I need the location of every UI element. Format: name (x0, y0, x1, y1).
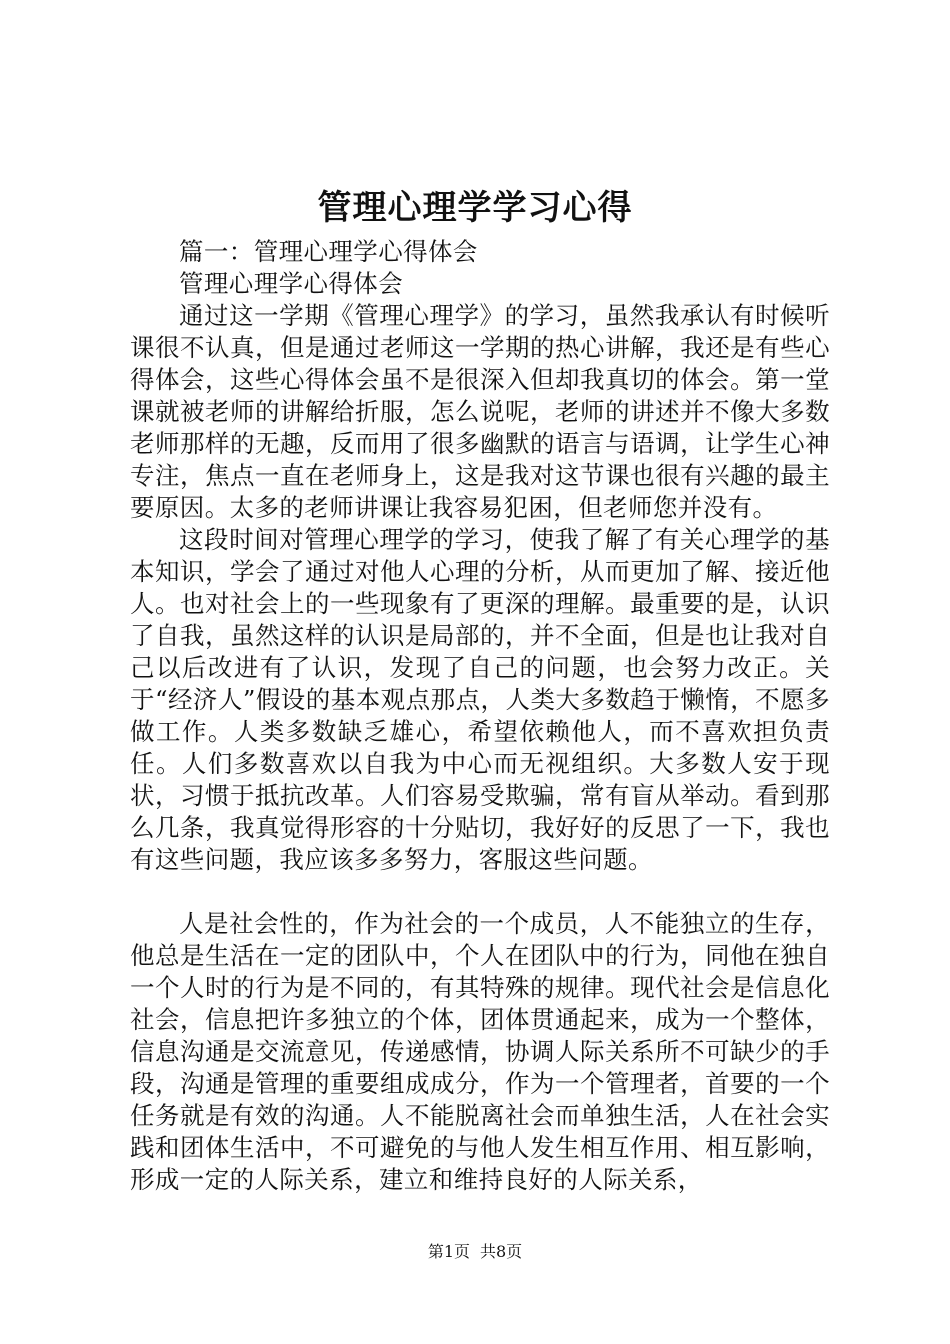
page-number: 第1页 (427, 1242, 470, 1261)
page-footer (0, 1241, 950, 1263)
document-title: 管理心理学学习心得 (317, 188, 633, 228)
page-total: 共8页 (480, 1242, 523, 1261)
section-heading: 篇一：管理心理学心得体会 (179, 237, 478, 266)
subheading: 管理心理学心得体会 (179, 269, 404, 298)
document-body (130, 236, 830, 1196)
paragraph: 通过这一学期《管理心理学》的学习，虽然我承认有时候听课很不认真，但是通过老师这一学期的热心讲解，我还是有些心得体会，这些心得体会虽不是很深入但却我真切的体会。第一堂课就被老师的讲解给折服，怎么说呢，老师的讲述并不像大多数老师那样的无趣，反而用了很多幽默的语言与语调，让学生心神专注，焦点一直在老师身上，这是我对这节课也很有兴趣的最主要原因。太多的老师讲课让我容易犯困，但老师您并没有。 (130, 301, 830, 522)
paragraph: 这段时间对管理心理学的学习，使我了解了有关心理学的基本知识，学会了通过对他人心理的分析，从而更加了解、接近他人。也对社会上的一些现象有了更深的理解。最重要的是，认识了自我，虽然这样的认识是局部的，并不全面，但是也让我对自己以后改进有了认识，发现了自己的问题，也会努力改正。关于“经济人”假设的基本观点那点，人类大多数趋于懒惰，不愿多做工作。人类多数缺乏雄心，希望依赖他人，而不喜欢担负责任。人们多数喜欢以自我为中心而无视组织。大多数人安于现状，习惯于抵抗改革。人们容易受欺骗，常有盲从举动。看到那么几条，我真觉得形容的十分贴切，我好好的反思了一下，我也有这些问题，我应该多多努力，客服这些问题。 (130, 525, 830, 874)
paragraph: 人是社会性的，作为社会的一个成员，人不能独立的生存，他总是生活在一定的团队中，个人在团队中的行为，同他在独自一个人时的行为是不同的，有其特殊的规律。现代社会是信息化社会，信息把许多独立的个体，团体贯通起来，成为一个整体，信息沟通是交流意见，传递感情，协调人际关系所不可缺少的手段，沟通是管理的重要组成成分，作为一个管理者，首要的一个任务就是有效的沟通。人不能脱离社会而单独生活，人在社会实践和团体生活中，不可避免的与他人发生相互作用、相互影响，形成一定的人际关系，建立和维持良好的人际关系， (130, 909, 830, 1194)
